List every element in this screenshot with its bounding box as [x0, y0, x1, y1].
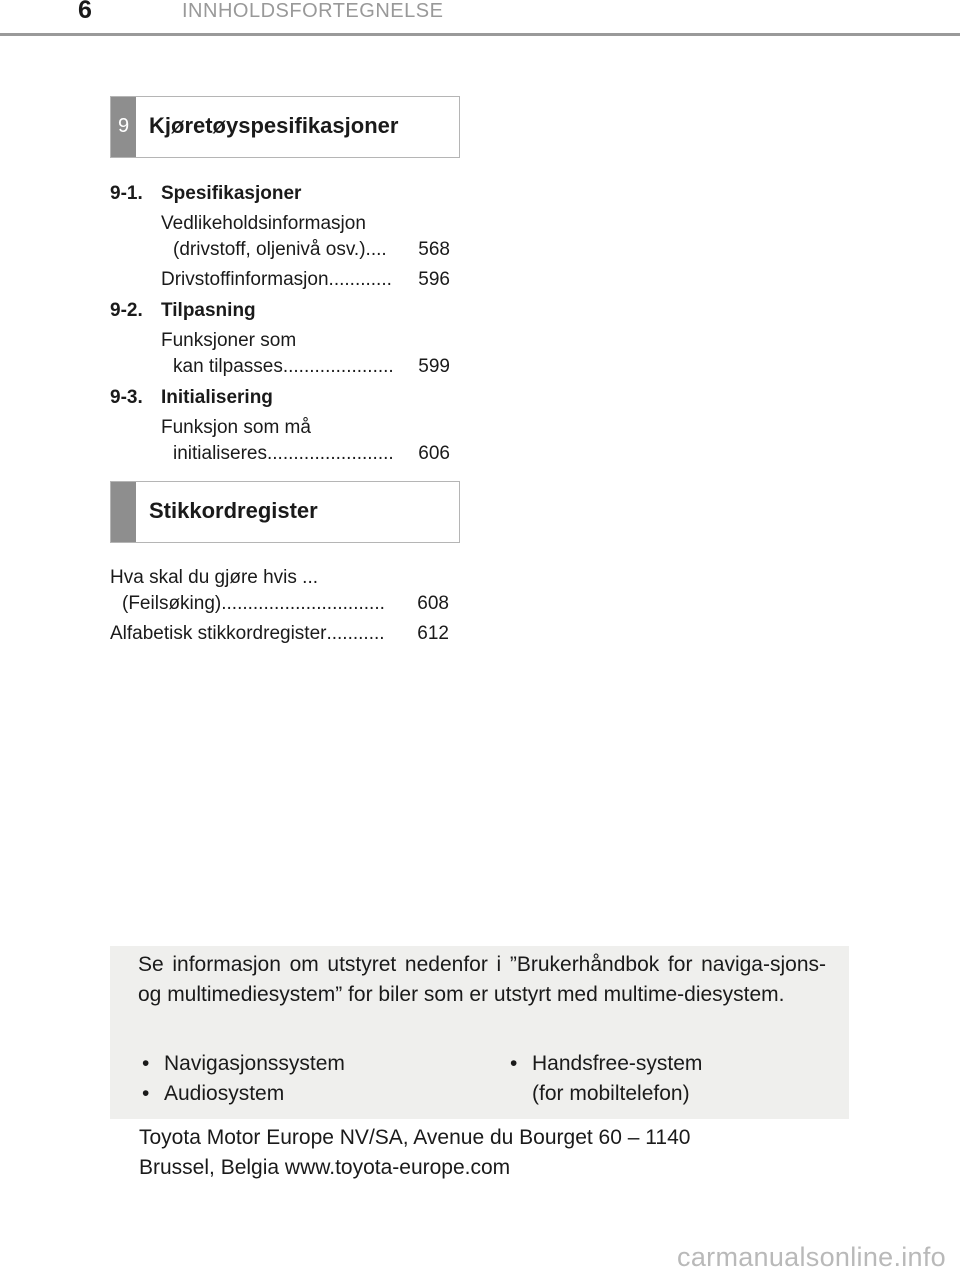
entry-line: Hva skal du gjøre hvis ... [110, 567, 319, 588]
toc-entry[interactable] [161, 267, 450, 293]
entry-page: 599 [418, 356, 450, 377]
entry-dots: ........... [326, 623, 385, 644]
entry-page: 596 [418, 269, 450, 290]
note-text: Se informasjon om utstyret nedenfor i ”Brukerhåndbok for naviga-sjons- og multimediesystem” for biler som er utstyrt med multime-diesystem. [138, 953, 826, 1006]
entry-leader-line [161, 267, 450, 293]
entry-dots: ............................... [221, 593, 385, 614]
entry-line: Funksjoner som [161, 330, 297, 351]
bullet-text: Audiosystem [164, 1082, 285, 1105]
bullet-item [142, 1049, 345, 1079]
info-note-box [110, 946, 849, 1119]
bullet-mark: • [142, 1052, 150, 1075]
entry-leader-line [110, 621, 449, 647]
entry-page: 568 [418, 239, 450, 260]
chapter-number: 9-1. [110, 183, 143, 204]
toc-entry[interactable] [161, 415, 450, 467]
header-divider [0, 33, 960, 36]
bullet-item [510, 1049, 702, 1109]
entry-dots: ............ [328, 269, 392, 290]
watermark: carmanualsonline.info [677, 1242, 946, 1272]
entry-line: Funksjon som må [161, 417, 311, 438]
bullet-item [142, 1079, 284, 1109]
entry-text: kan tilpasses [173, 356, 283, 377]
entry-leader-line [110, 591, 449, 617]
chapter-number: 9-3. [110, 387, 143, 408]
toc-chapter[interactable] [110, 181, 301, 207]
section-tab-number: 9 [117, 115, 130, 137]
page-header [0, 0, 960, 38]
publisher-address [139, 1123, 839, 1183]
entry-page: 612 [417, 623, 449, 644]
entry-text: (drivstoff, oljenivå osv.) [173, 239, 366, 260]
header-title: INNHOLDSFORTEGNELSE [182, 0, 444, 22]
toc-entry[interactable] [110, 621, 449, 647]
chapter-title: Spesifikasjoner [161, 183, 302, 204]
entry-dots: ........................ [266, 443, 394, 464]
bullet-text: Navigasjonssystem [164, 1052, 345, 1075]
toc-chapter[interactable] [110, 385, 273, 411]
entry-text: Alfabetisk stikkordregister [110, 623, 327, 644]
address-line: Brussel, Belgia www.toyota-europe.com [139, 1156, 511, 1179]
section-title: Stikkordregister [149, 498, 318, 523]
toc-entry[interactable] [110, 565, 449, 617]
address-line: Toyota Motor Europe NV/SA, Avenue du Bourget 60 – 1140 [139, 1126, 691, 1149]
entry-leader-line [161, 237, 450, 263]
section-title: Kjøretøyspesifikasjoner [149, 113, 399, 138]
entry-dots: ..................... [282, 356, 394, 377]
section-tab [111, 97, 136, 157]
entry-leader-line [161, 354, 450, 380]
entry-text: (Feilsøking) [122, 593, 222, 614]
toc-chapter[interactable] [110, 298, 256, 324]
section-tab [111, 482, 136, 542]
entry-text: Drivstoffinformasjon [161, 269, 329, 290]
page-number: 6 [78, 0, 92, 24]
chapter-title: Tilpasning [161, 300, 256, 321]
bullet-mark: • [510, 1052, 518, 1075]
entry-dots: .... [365, 239, 387, 260]
toc-entry[interactable] [161, 328, 450, 380]
toc-entry[interactable] [161, 211, 450, 263]
bullet-text: Handsfree-system [532, 1052, 703, 1075]
bullet-mark: • [142, 1082, 150, 1105]
entry-line: Vedlikeholdsinformasjon [161, 213, 366, 234]
index-section-heading [110, 481, 460, 543]
bullet-text: (for mobiltelefon) [532, 1082, 690, 1105]
entry-leader-line [161, 441, 450, 467]
section-9-heading [110, 96, 460, 158]
chapter-title: Initialisering [161, 387, 273, 408]
entry-text: initialiseres [173, 443, 267, 464]
entry-page: 608 [417, 593, 449, 614]
chapter-number: 9-2. [110, 300, 143, 321]
entry-page: 606 [418, 443, 450, 464]
